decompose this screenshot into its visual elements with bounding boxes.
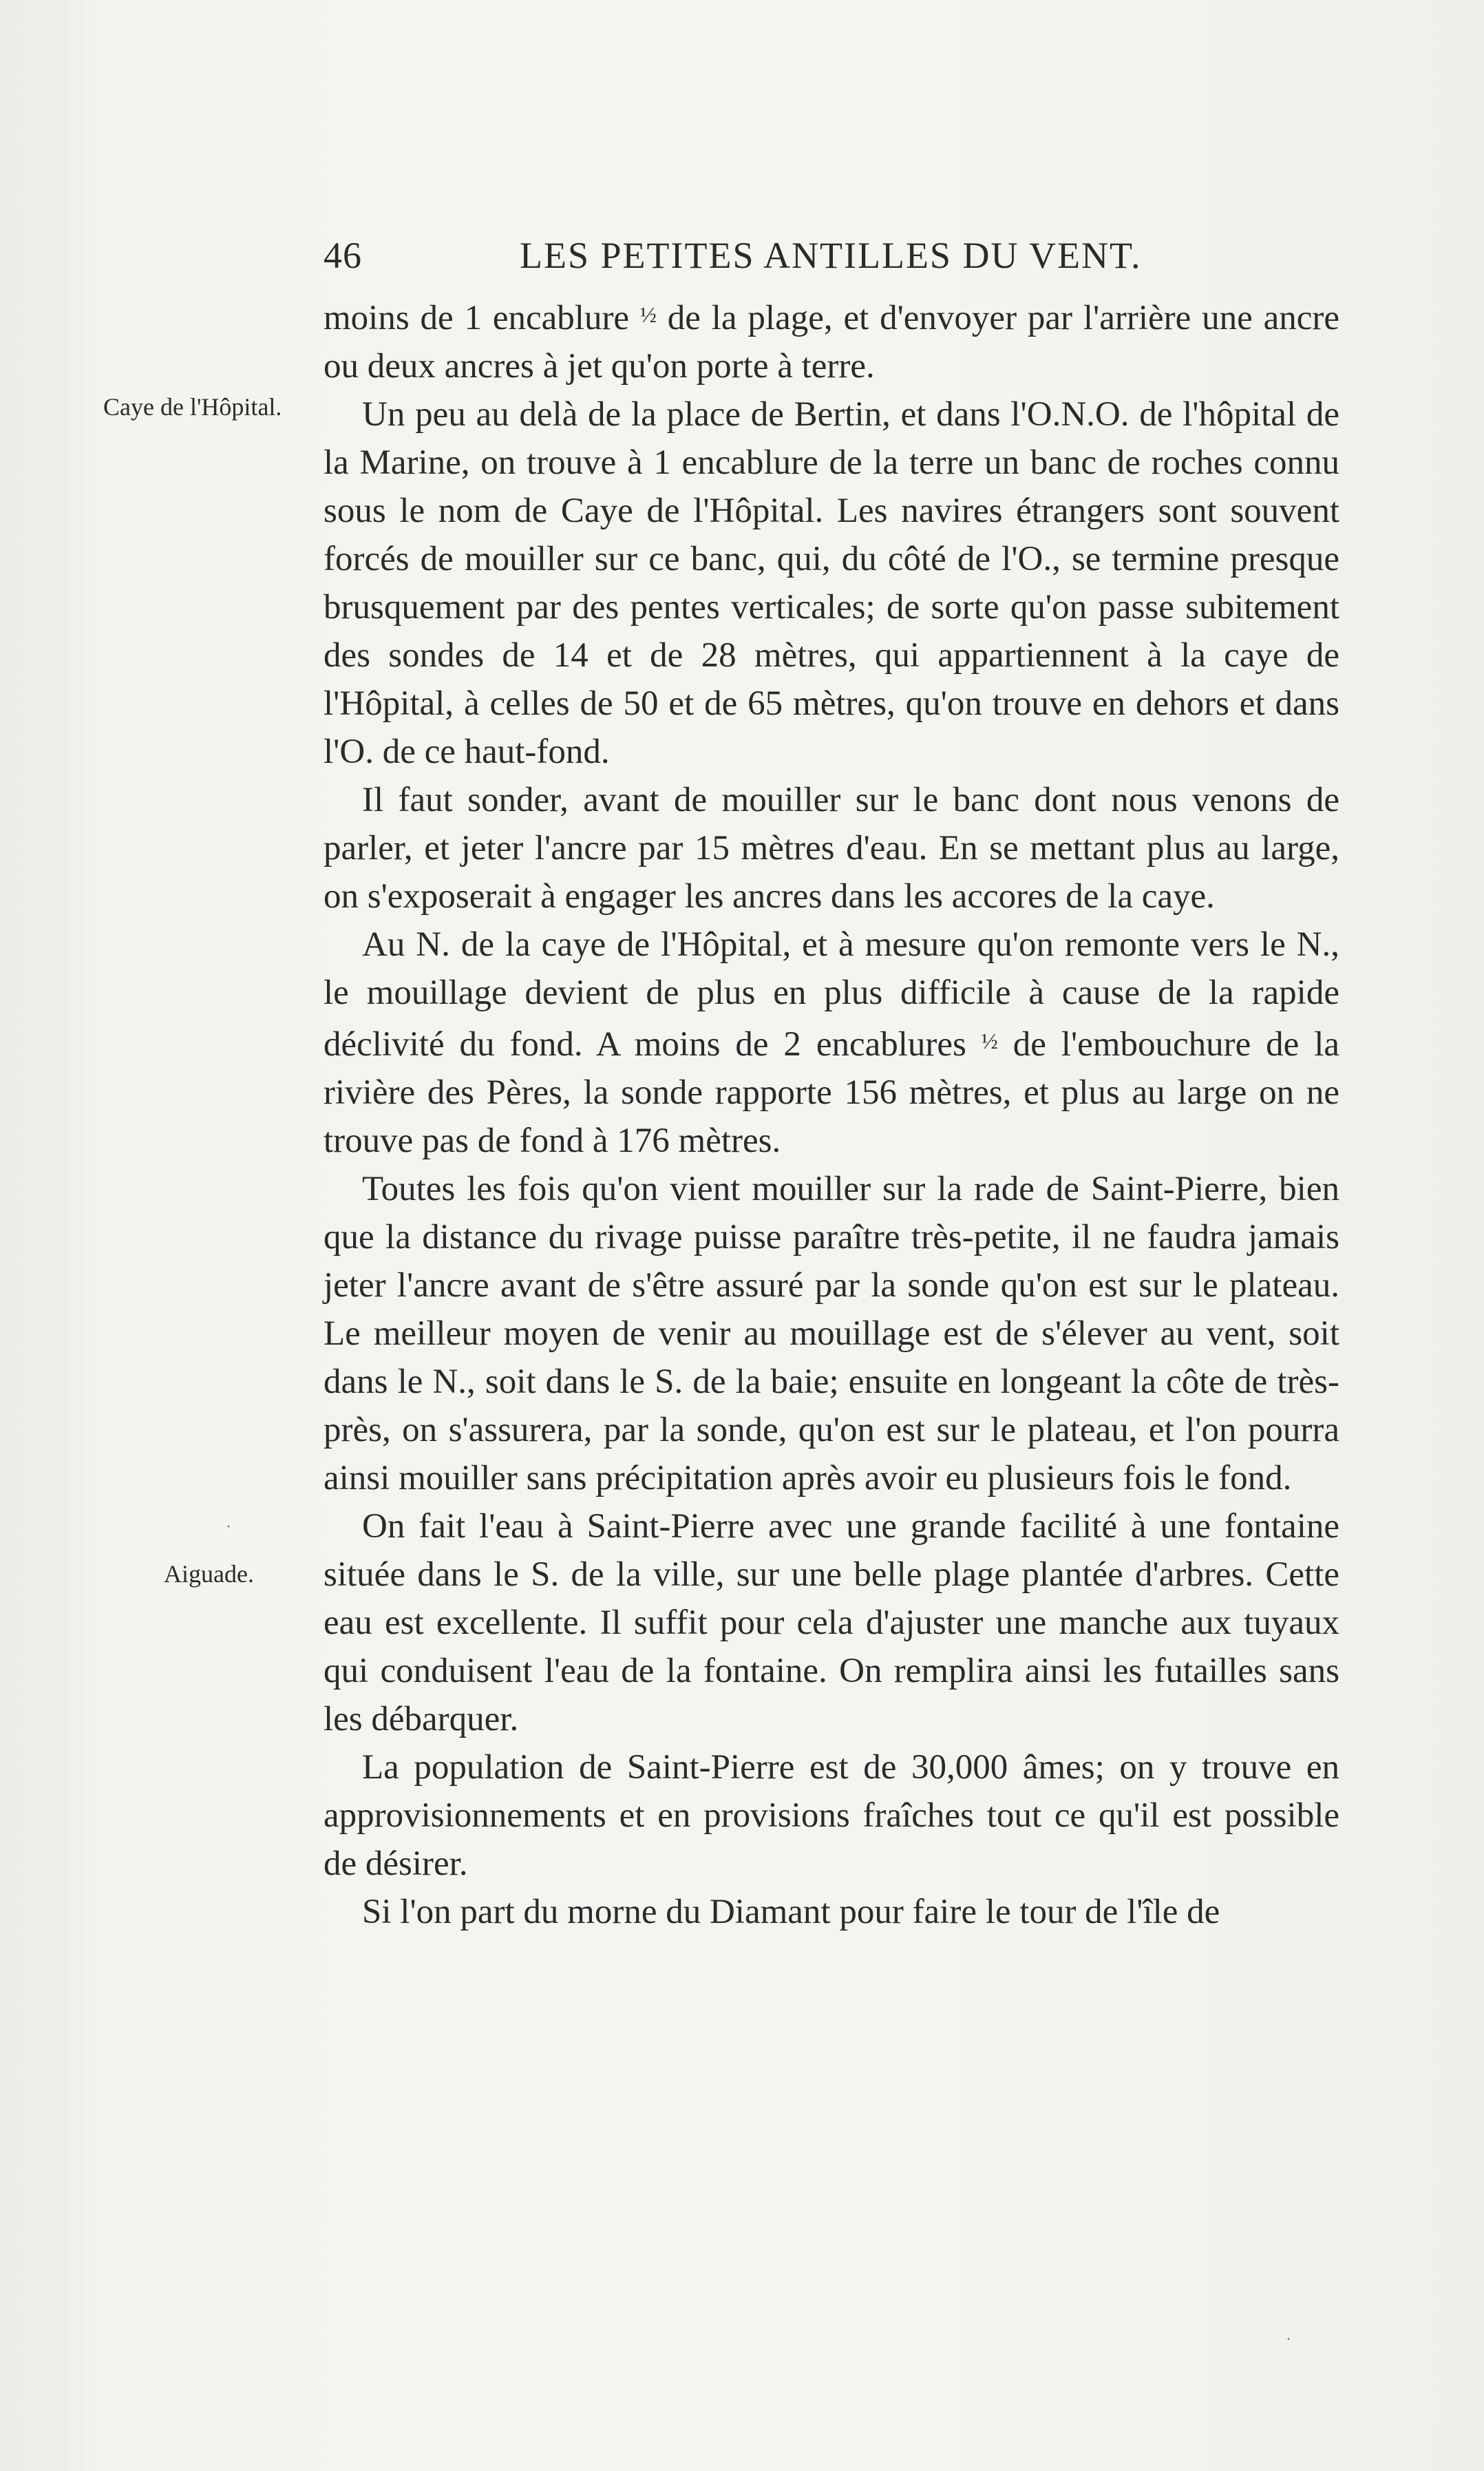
fraction-half: ½ [981, 1029, 998, 1053]
running-title: LES PETITES ANTILLES DU VENT. [520, 235, 1142, 276]
margin-note-aiguade: Aiguade. [164, 1560, 254, 1588]
ink-speck: · [226, 1518, 231, 1536]
paragraph-4 [324, 921, 1339, 1165]
paragraph-4-end: de l'embouchure de la rivière des Pères, la sonde rapporte 156 mètres, et plus au large on ne trouve pas de fond à 176 mètres. [324, 1025, 1339, 1160]
paragraph-8: Si l'on part du morne du Diamant pour faire le tour de l'île de [362, 1893, 1220, 1931]
margin-note-caye: Caye de l'Hôpital. [103, 393, 282, 421]
paragraph-1-end: de la plage, et d'envoyer par l'arrière une ancre ou deux ancres à jet qu'on porte à terre. [324, 299, 1339, 386]
paragraph-4-start: Au N. de la caye de l'Hôpital, et à mesure qu'on remonte vers le N., le mouillage devient de plus en plus difficile à cause de la rapide déclivité du fond. A moins de 2 encablures [324, 925, 1339, 1064]
ink-speck: · [1286, 2331, 1291, 2348]
paragraph-3: Il faut sonder, avant de mouiller sur le banc dont nous venons de parler, et jeter l'ancre par 15 mètres d'eau. En se mettant plus au large, on s'exposerait à engager les ancres dans les accores de la caye. [324, 781, 1339, 916]
paragraph-1-start: moins de 1 encablure [324, 299, 640, 337]
page-header [324, 227, 1339, 289]
page-number: 46 [324, 235, 362, 276]
paragraph-7: La population de Saint-Pierre est de 30,000 âmes; on y trouve en approvisionnements et en provisions fraîches tout ce qu'il est possible de désirer. [324, 1748, 1339, 1883]
paragraph-5: Toutes les fois qu'on vient mouiller sur la rade de Saint-Pierre, bien que la distance du rivage puisse paraître très-petite, il ne faudra jamais jeter l'ancre avant de s'être assuré par la sonde qu'on est sur le plateau. Le meilleur moyen de venir au mouillage est de s'élever au vent, soit dans le N., soit dans le S. de la baie; ensuite en longeant la côte de très-près, on s'assurera, par la sonde, qu'on est sur le plateau, et l'on pourra ainsi mouiller sans précipitation après avoir eu plusieurs fois le fond. [324, 1170, 1339, 1497]
paragraph-6: On fait l'eau à Saint-Pierre avec une grande facilité à une fontaine située dans le S. de la ville, sur une belle plage plantée d'arbres. Cette eau est excellente. Il suffit pour cela d'ajuster une manche aux tuyaux qui conduisent l'eau de la fontaine. On remplira ainsi les futailles sans les débarquer. [324, 1507, 1339, 1738]
paragraph-1 [324, 291, 1339, 390]
paragraph-2: Un peu au delà de la place de Bertin, et dans l'O.N.O. de l'hôpital de la Marine, on trouve à 1 encablure de la terre un banc de roches connu sous le nom de Caye de l'Hôpital. Les navires étrangers sont souvent forcés de mouiller sur ce banc, qui, du côté de l'O., se termine presque brusquement par des pentes verticales; de sorte qu'on passe subitement des sondes de 14 et de 28 mètres, qui appartiennent à la caye de l'Hôpital, à celles de 50 et de 65 mètres, qu'on trouve en dehors et dans l'O. de ce haut-fond. [324, 395, 1339, 771]
fraction-half: ½ [639, 302, 657, 327]
body-text [324, 291, 1339, 1936]
